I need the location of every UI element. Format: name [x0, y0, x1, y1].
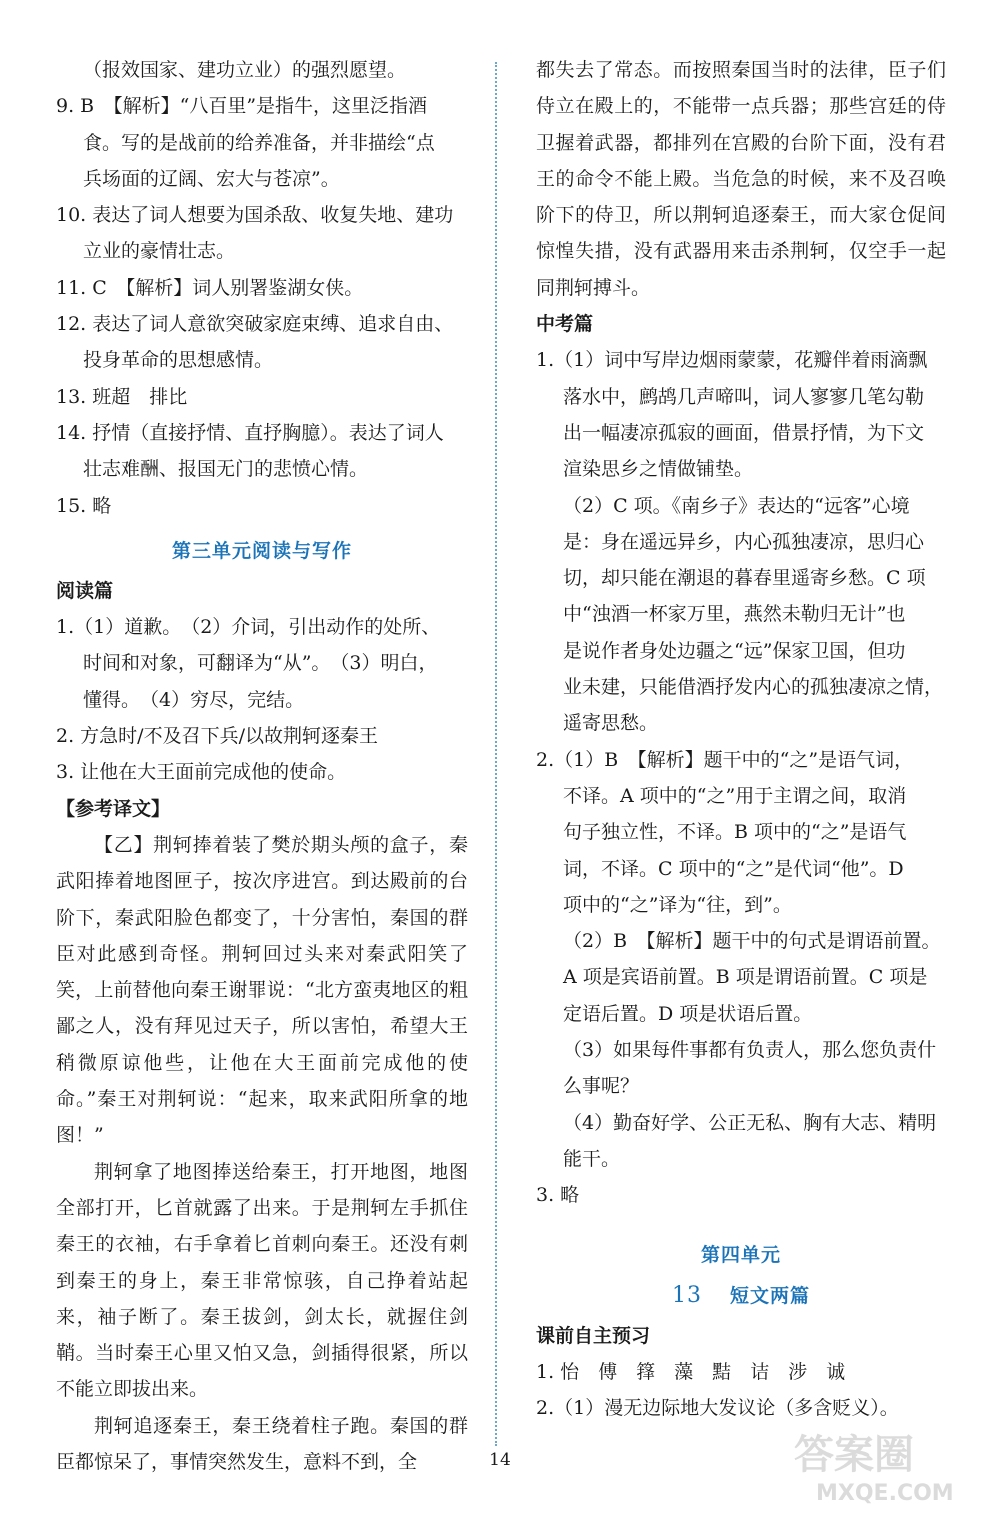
svg-text:MXQE.COM: MXQE.COM — [816, 1481, 954, 1506]
zhongkao-answer-line: 2.（1）B 【解析】题干中的“之”是语气词， — [536, 748, 914, 771]
answer-line: 11. C 【解析】词人别署鉴湖女侠。 — [56, 276, 364, 299]
zhongkao-answer-line: （2）C 项。《南乡子》表达的“远客”心境 — [563, 494, 910, 517]
unit-title: 第四单元 — [700, 1243, 781, 1266]
answer-line: 壮志难酬、报国无门的悲愤心情。 — [83, 458, 369, 481]
preview-answer-line: 2.（1）漫无边际地大发议论（多含贬义）。 — [536, 1397, 899, 1420]
reading-answer-line: 懂得。 （4）穷尽，完结。 — [83, 688, 305, 711]
section-title: 第三单元阅读与写作 — [171, 539, 352, 562]
answer-line: （报效国家、建功立业）的强烈愿望。 — [83, 59, 407, 81]
zhongkao-answer-line: 项中的“之”译为“往，到”。 — [563, 893, 792, 916]
translation-continuation: 都失去了常态。而按照秦国当时的法律，臣子们侍立在殿上的，不能带一点兵器；那些宫廷的侍卫握着武器，都排列在宫殿的台阶下面，没有君王的命令不能上殿。当危急的时候，来不及召唤阶下的侍卫，所以荆轲追逐秦王，而大家仓促间惊惶失措，没有武器用来击杀荆轲，仅空手一起同荆轲搏斗。 — [536, 59, 946, 299]
preview-answer-line: 1. 怡 傅 箨 藻 黠 诘 涉 诚 — [536, 1360, 846, 1383]
zhongkao-answer-line: 么事呢？ — [563, 1075, 640, 1098]
answer-line: 10. 表达了词人想要为国杀敌、收复失地、建功 — [56, 204, 454, 227]
answer-line: 食。写的是战前的给养准备，并非描绘“点 — [83, 131, 435, 154]
answer-line: 12. 表达了词人意欲突破家庭束缚、追求自由、 — [56, 313, 454, 336]
zhongkao-answer-line: 是：身在遥远异乡，内心孤独凄凉，思归心 — [563, 530, 925, 553]
zhongkao-answer-line: 落水中，鹧鸪几声啼叫，词人寥寥几笔勾勒 — [563, 385, 925, 408]
svg-text:答案圈: 答案圈 — [794, 1432, 914, 1478]
column-divider — [495, 62, 497, 1446]
reading-answer-line: 1.（1）道歉。 （2）介词，引出动作的处所、 — [56, 616, 441, 639]
lesson-title: 短文两篇 — [729, 1284, 810, 1307]
zhongkao-answer-line: 是说作者身处边疆之“远”保家卫国，但功 — [563, 639, 906, 662]
zhongkao-heading: 中考篇 — [536, 313, 594, 336]
zhongkao-answer-line: 能干。 — [563, 1147, 621, 1170]
left-column — [56, 52, 468, 1480]
zhongkao-answer-line: 切，却只能在潮退的暮春里遥寄乡愁。C 项 — [563, 567, 926, 590]
lesson-title-row — [536, 1281, 946, 1308]
translation-paragraph-3: 荆轲追逐秦王，秦王绕着柱子跑。秦国的群臣都惊呆了，事情突然发生，意料不到，全 — [56, 1414, 468, 1473]
answer-line: 14. 抒情（直接抒情、直抒胸臆）。表达了词人 — [56, 421, 444, 444]
zhongkao-answer-line: 遥寄思愁。 — [563, 712, 659, 735]
zhongkao-answer-line: A 项是宾语前置。B 项是谓语前置。C 项是 — [563, 966, 928, 989]
translation-heading: 【参考译文】 — [56, 797, 171, 820]
reading-answer-line: 2. 方急时/不及召下兵/以故荆轲逐秦王 — [56, 725, 378, 748]
reading-heading: 阅读篇 — [56, 579, 114, 602]
zhongkao-answer-line: 句子独立性，不译。B 项中的“之”是语气 — [563, 821, 907, 844]
translation-paragraph-2: 荆轲拿了地图捧送给秦王，打开地图，地图全部打开，匕首就露了出来。于是荆轲左手抓住秦王的衣袖，右手拿着匕首刺向秦王。还没有刺到秦王的身上，秦王非常惊骇，自己挣着站起来，袖子断了。秦王拔剑，剑太长，就握住剑鞘。当时秦王心里又怕又急，剑插得很紧，所以不能立即拔出来。 — [56, 1160, 468, 1401]
answer-line: 投身革命的思想感情。 — [83, 349, 274, 372]
lesson-number: 13 — [671, 1282, 702, 1308]
zhongkao-answer-line: 定语后置。D 项是状语后置。 — [563, 1002, 813, 1025]
zhongkao-answer-line: 中“浊酒一杯家万里，燕然未勒归无计”也 — [563, 603, 906, 626]
zhongkao-answer-line: 3. 略 — [536, 1184, 580, 1207]
zhongkao-answer-line: 业未建，只能借酒抒发内心的孤独凄凉之情， — [563, 676, 944, 699]
zhongkao-answer-line: （4）勤奋好学、公正无私、胸有大志、精明 — [563, 1111, 937, 1134]
watermark-logo-icon — [786, 1420, 986, 1510]
zhongkao-answer-line: （2）B 【解析】题干中的句式是谓语前置。 — [563, 930, 941, 953]
preview-answers — [536, 1354, 946, 1427]
answer-line: 9. B 【解析】“八百里”是指牛，这里泛指酒 — [56, 95, 428, 118]
reading-answer-line: 3. 让他在大王面前完成他的使命。 — [56, 761, 347, 784]
right-column — [536, 52, 946, 1426]
zhongkao-answer-line: 1.（1）词中写岸边烟雨蒙蒙，花瓣伴着雨滴飘 — [536, 349, 928, 372]
answer-line: 13. 班超 排比 — [56, 385, 188, 408]
reading-answer-line: 时间和对象，可翻译为“从”。 （3）明白， — [83, 652, 438, 675]
page-number: 14 — [489, 1450, 511, 1470]
answer-line: 兵场面的辽阔、宏大与苍凉”。 — [83, 167, 340, 190]
answer-line: 立业的豪情壮志。 — [83, 240, 236, 263]
zhongkao-answers — [536, 342, 946, 1213]
reading-answers — [56, 609, 468, 790]
translation-paragraph-1: 【乙】荆轲捧着装了樊於期头颅的盒子，秦武阳捧着地图匣子，按次序进宫。到达殿前的台阶下，秦武阳脸色都变了，十分害怕，秦国的群臣对此感到奇怪。荆轲回过头来对秦武阳笑了笑，上前替他向秦王谢罪说：“北方蛮夷地区的粗鄙之人，没有拜见过天子，所以害怕，希望大王稍微原谅他些，让他在大王面前完成他的使命。”秦王对荆轲说：“起来，取来武阳所拿的地图！” — [56, 833, 468, 1147]
zhongkao-answer-line: 不译。A 项中的“之”用于主谓之间，取消 — [563, 784, 907, 807]
zhongkao-answer-line: 渲染思乡之情做铺垫。 — [563, 458, 754, 481]
answer-list-top — [56, 52, 468, 524]
preview-heading: 课前自主预习 — [536, 1324, 651, 1347]
zhongkao-answer-line: （3）如果每件事都有负责人，那么您负责什 — [563, 1039, 937, 1062]
zhongkao-answer-line: 词，不译。C 项中的“之”是代词“他”。D — [563, 857, 904, 880]
answer-line: 15. 略 — [56, 494, 112, 517]
zhongkao-answer-line: 出一幅凄凉孤寂的画面，借景抒情，为下文 — [563, 421, 925, 444]
